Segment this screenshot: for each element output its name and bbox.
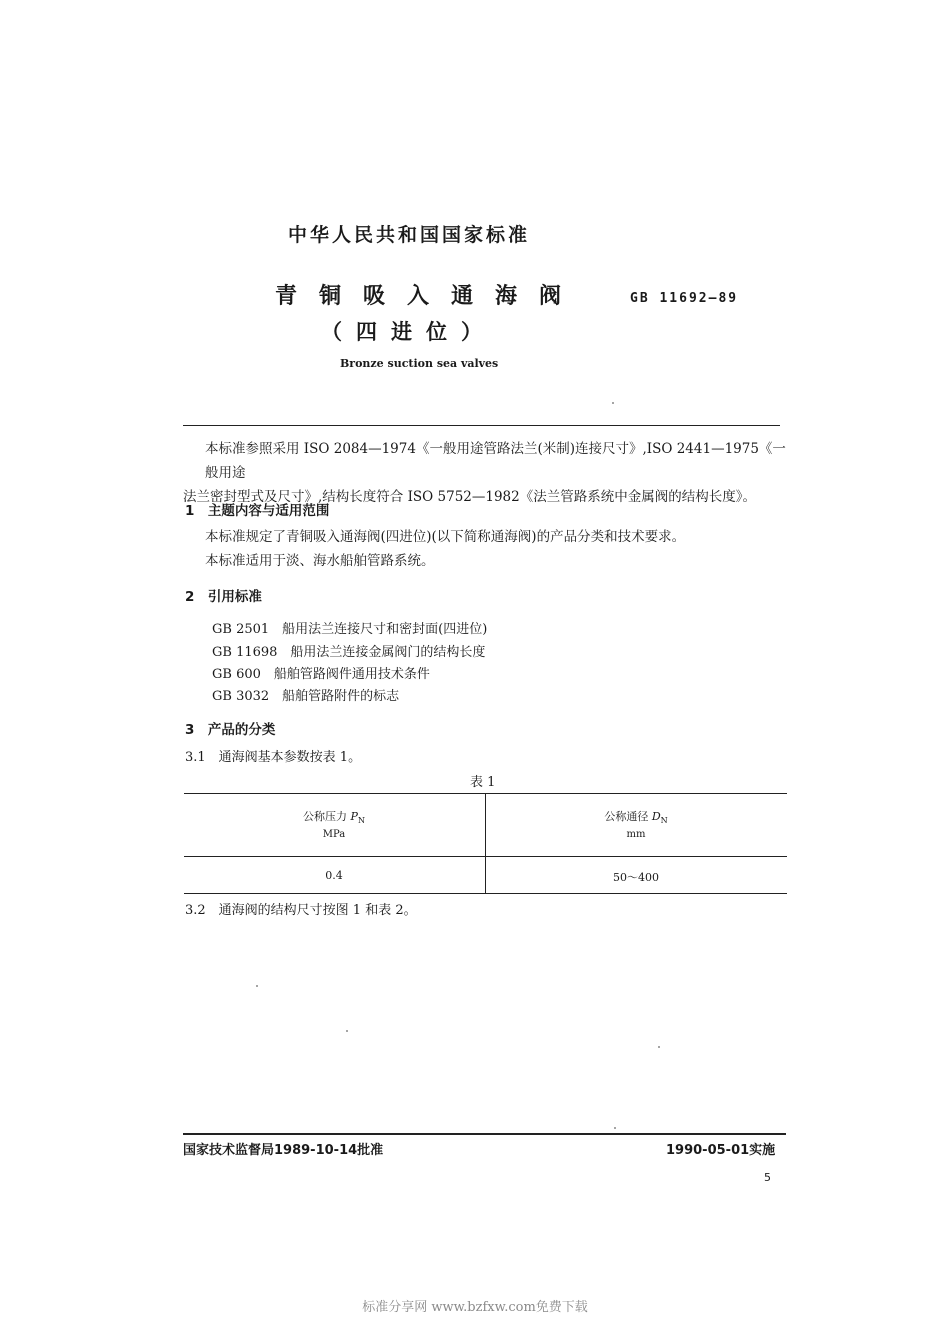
table-bottom-rule — [184, 893, 787, 894]
scan-speck — [346, 1030, 348, 1032]
section-1-heading: 1 主题内容与适用范围 — [185, 503, 330, 519]
clause-3-2: 3.2 通海阀的结构尺寸按图 1 和表 2。 — [185, 903, 417, 918]
header-rule — [183, 425, 780, 426]
doc-subtitle: （四进位） — [321, 320, 496, 344]
pressure-header — [184, 808, 484, 825]
pressure-symbol-subscript: N — [357, 816, 365, 826]
diameter-header — [486, 808, 786, 825]
clause-3-1: 3.1 通海阀基本参数按表 1。 — [185, 750, 362, 765]
scan-speck — [256, 985, 258, 987]
diameter-symbol-subscript: N — [660, 816, 668, 826]
reference-item: GB 11698 船用法兰连接金属阀门的结构长度 — [212, 645, 486, 660]
org-title: 中华人民共和国国家标准 — [287, 224, 530, 246]
reference-item: GB 2501 船用法兰连接尺寸和密封面(四进位) — [212, 622, 488, 637]
reference-item: GB 3032 船舶管路附件的标志 — [212, 689, 400, 704]
page-number: 5 — [764, 1171, 771, 1184]
approval-line: 国家技术监督局1989-10-14批准 — [183, 1143, 384, 1158]
scan-speck — [658, 1046, 660, 1048]
standard-code: GB 11692—89 — [630, 291, 739, 306]
reference-item: GB 600 船舶管路阀件通用技术条件 — [212, 667, 430, 682]
parameter-table — [184, 793, 787, 893]
diameter-symbol: D — [651, 810, 661, 823]
pressure-symbol: P — [350, 810, 358, 823]
intro-line-2: 法兰密封型式及尺寸》,结构长度符合 ISO 5752—1982《法兰管路系统中金属阀的结构长度》。 — [183, 489, 756, 505]
section-2-heading: 2 引用标准 — [185, 589, 262, 605]
scan-speck — [612, 402, 614, 404]
table-caption: 表 1 — [470, 775, 496, 790]
diameter-header-label: 公称通径 — [604, 810, 649, 823]
diameter-value: 50～400 — [613, 871, 659, 884]
footer-rule — [183, 1133, 786, 1135]
pressure-value: 0.4 — [325, 869, 343, 882]
effective-date-line: 1990-05-01实施 — [666, 1143, 776, 1158]
doc-title: 青铜吸入通海阀 — [275, 284, 584, 309]
section-3-heading: 3 产品的分类 — [185, 722, 276, 738]
pressure-header-label: 公称压力 — [303, 810, 348, 823]
english-title: Bronze suction sea valves — [340, 357, 499, 370]
section-1-paragraph-1: 本标准规定了青铜吸入通海阀(四进位)(以下简称通海阀)的产品分类和技术要求。 — [205, 529, 686, 545]
scan-speck — [614, 1127, 616, 1129]
diameter-unit: mm — [626, 829, 646, 840]
watermark-text: 标准分享网 www.bzfxw.com免费下载 — [362, 1300, 588, 1315]
pressure-unit: MPa — [322, 829, 346, 840]
intro-line-1: 本标准参照采用 ISO 2084—1974《一般用途管路法兰(米制)连接尺寸》,ISO 2441—1975《一般用途 — [205, 441, 786, 481]
section-1-paragraph-2: 本标准适用于淡、海水船舶管路系统。 — [205, 553, 435, 569]
